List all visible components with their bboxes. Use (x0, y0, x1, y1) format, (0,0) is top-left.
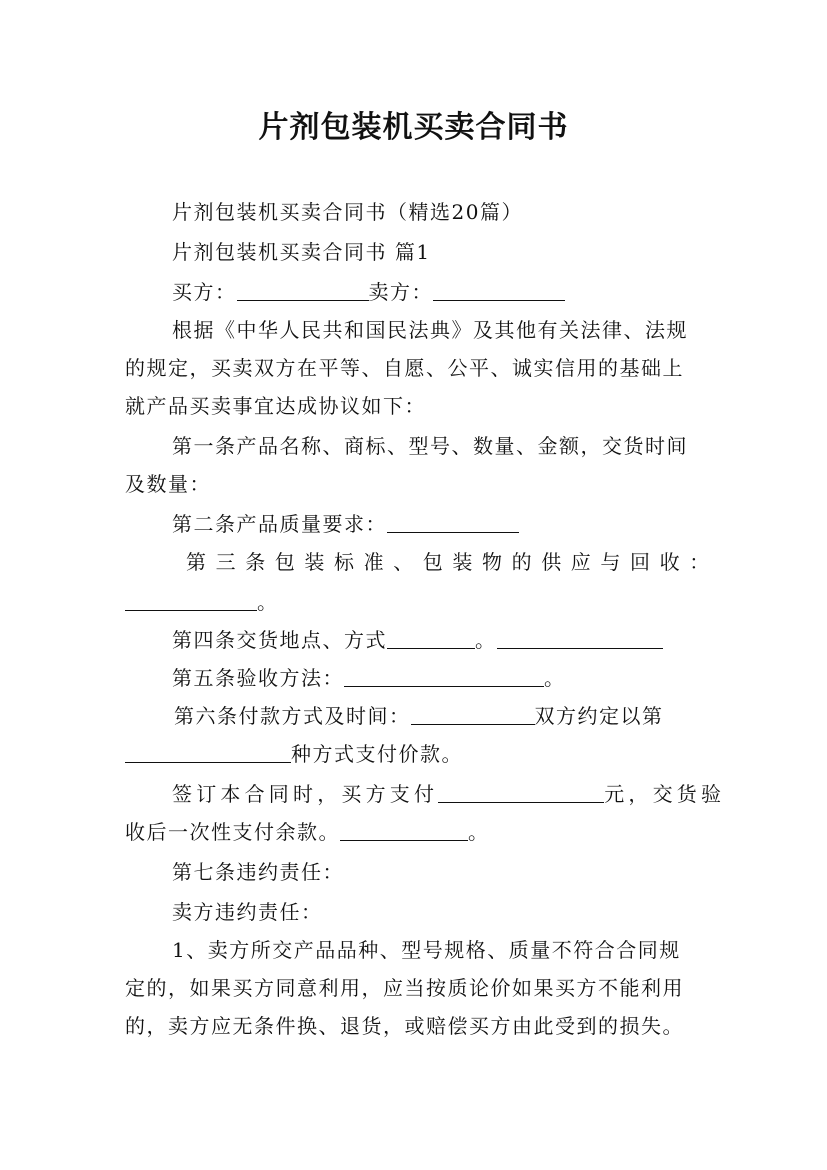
article-3-line-1: 第三条包装标准、包装物的供应与回收： (186, 550, 719, 574)
article-6-blank-1 (411, 704, 535, 725)
article-4-label: 第四条交货地点、方式 (172, 628, 387, 652)
signing-end: 。 (468, 820, 490, 844)
article-3-blank (125, 590, 257, 611)
article-6-end: 种方式支付价款。 (291, 742, 463, 766)
buyer-label: 买方： (172, 280, 237, 304)
seller-blank (433, 280, 565, 301)
item-1-line-3: 的，卖方应无条件换、退货，或赔偿买方由此受到的损失。 (125, 1014, 684, 1038)
seller-label: 卖方： (368, 280, 433, 304)
article-4-blank-1 (387, 628, 475, 649)
article-5-label: 第五条验收方法： (172, 666, 344, 690)
parties-line (172, 280, 565, 304)
signing-blank-2 (340, 820, 468, 841)
signing-line-1 (172, 782, 725, 806)
document-title: 片剂包装机买卖合同书 (258, 110, 569, 145)
signing-text-3: 收后一次性支付余款。 (125, 820, 340, 844)
intro-line-1: 根据《中华人民共和国民法典》及其他有关法律、法规 (172, 318, 688, 342)
item-1-line-2: 定的，如果买方同意利用，应当按质论价如果买方不能利用 (125, 976, 684, 1000)
article-4 (172, 628, 663, 652)
piece-heading: 片剂包装机买卖合同书 篇1 (172, 240, 431, 264)
article-1-line-2: 及数量： (125, 472, 211, 496)
article-5-end: 。 (544, 666, 566, 690)
article-2-blank (387, 512, 519, 533)
article-6-blank-2 (125, 742, 291, 763)
article-5-blank (344, 666, 544, 687)
seller-breach-heading: 卖方违约责任： (172, 900, 323, 924)
article-5 (172, 666, 566, 690)
item-1-line-1: 1、卖方所交产品品种、型号规格、质量不符合合同规 (172, 938, 681, 962)
article-2 (172, 512, 519, 536)
article-1-line-1: 第一条产品名称、商标、型号、数量、金额，交货时间 (172, 434, 688, 458)
article-3-end: 。 (257, 590, 279, 614)
article-7: 第七条违约责任： (172, 860, 344, 884)
article-4-mid: 。 (475, 628, 497, 652)
signing-text-1: 签订本合同时，买方支付 (172, 782, 439, 806)
article-6-text: 双方约定以第 (534, 704, 664, 728)
intro-line-2: 的规定，买卖双方在平等、自愿、公平、诚实信用的基础上 (125, 356, 684, 380)
article-6-line-1 (174, 704, 664, 728)
article-6-label: 第六条付款方式及时间： (174, 704, 411, 728)
signing-blank-1 (438, 782, 604, 803)
signing-text-2: 元，交货验 (604, 782, 726, 806)
article-3-line-2 (125, 590, 279, 614)
buyer-blank (237, 280, 369, 301)
signing-line-2 (125, 820, 490, 844)
article-6-line-2 (125, 742, 463, 766)
subtitle: 片剂包装机买卖合同书（精选20篇） (172, 200, 523, 224)
article-2-label: 第二条产品质量要求： (172, 512, 387, 536)
article-4-blank-2 (497, 628, 663, 649)
intro-line-3: 就产品买卖事宜达成协议如下： (125, 394, 426, 418)
